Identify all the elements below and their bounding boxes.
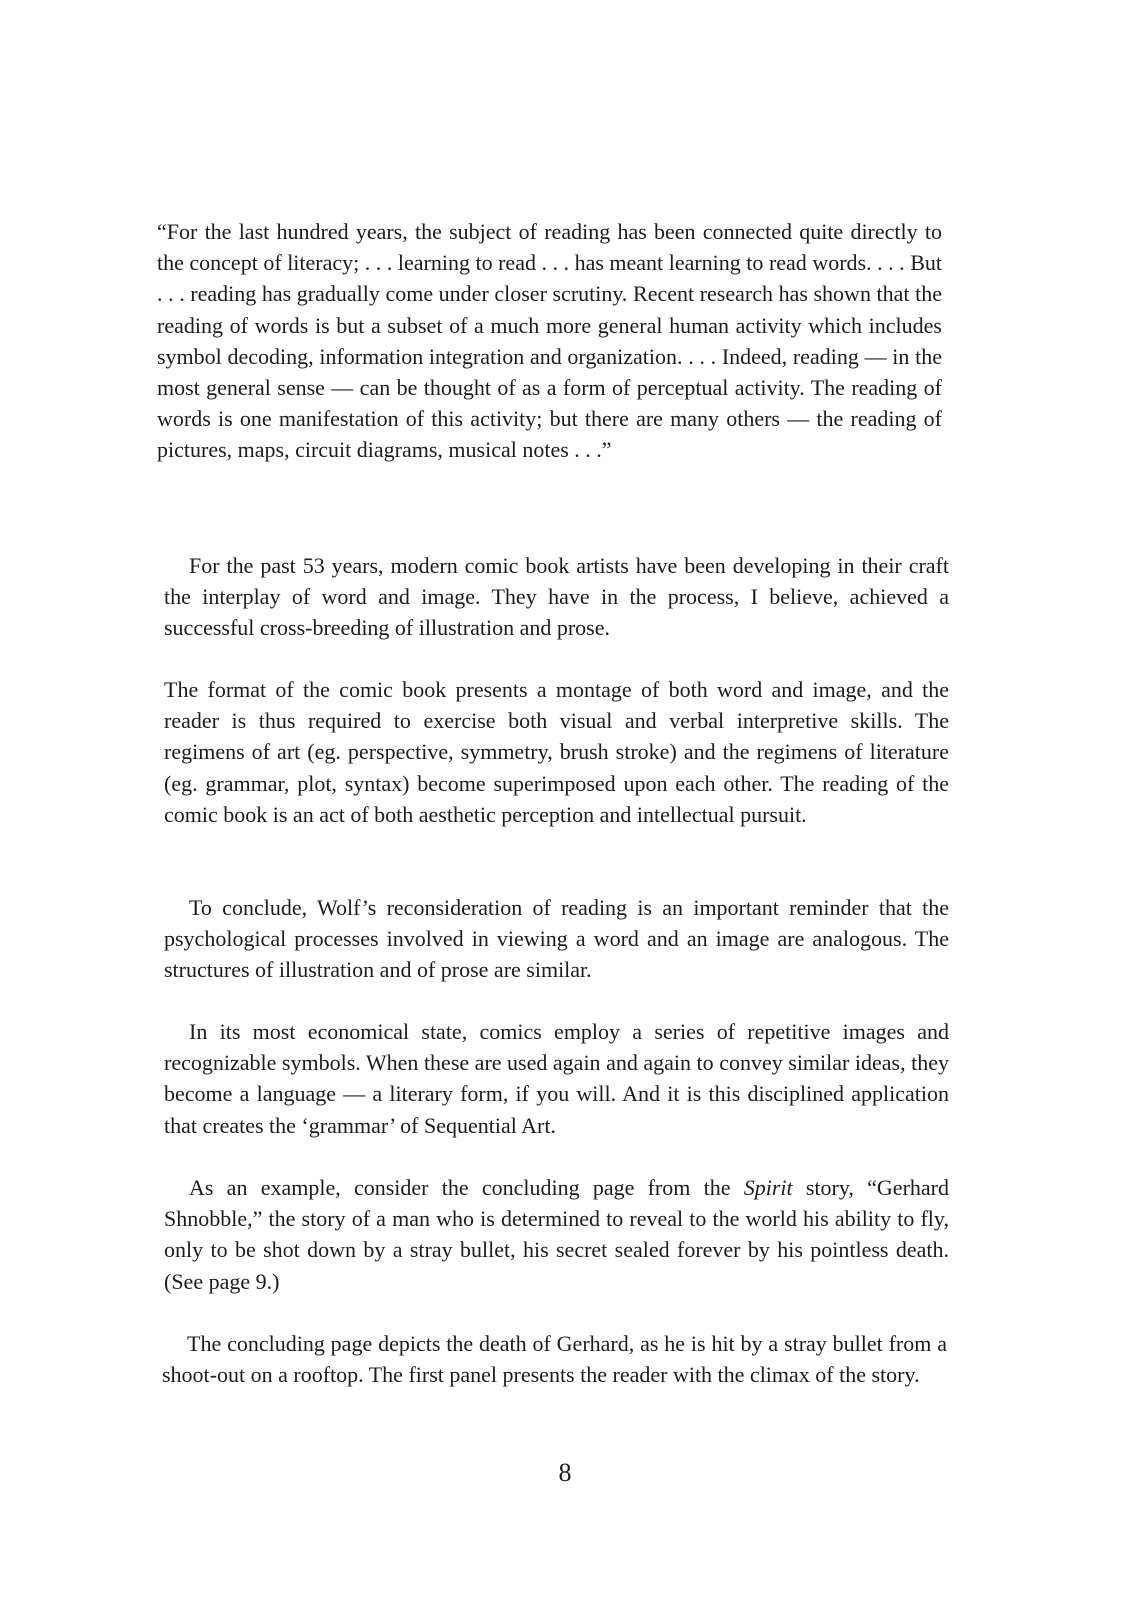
paragraph-spirit-example [164, 1172, 949, 1297]
paragraph-comic-artists: For the past 53 years, modern comic book artists have been developing in their craft the interplay of word and image. They have in the process, I believe, achieved a successful cross-breeding of illustration and prose. [164, 553, 949, 641]
paragraph-comic-format: The format of the comic book presents a montage of both word and image, and the reader is thus required to exercise both visual and verbal interpretive skills. The regimens of art (eg. perspective, symmetry, brush stroke) and the regimens of literature (eg. grammar, plot, syntax) become superimposed upon each other. The reading of the comic book is an act of both aesthetic perception and intellectual pursuit. [164, 677, 949, 827]
paragraph-spirit-example-before: As an example, consider the concluding page from the [189, 1175, 744, 1200]
paragraph-concluding-page: The concluding page depicts the death of Gerhard, as he is hit by a stray bullet from a shoot-out on a rooftop. The first panel presents the reader with the climax of the story. [162, 1331, 947, 1388]
paragraph-conclusion: To conclude, Wolf’s reconsideration of reading is an important reminder that the psychological processes involved in viewing a word and an image are analogous. The structures of illustration and of prose are similar. [164, 895, 949, 983]
paragraph-spirit-example-after: story, “Gerhard Shnobble,” the story of a man who is determined to reveal to the world his ability to fly, only to be shot down by a stray bullet, his secret sealed forever by his pointless death. (See page 9.) [164, 1175, 949, 1294]
quoted-passage: “For the last hundred years, the subject of reading has been connected quite directly to the concept of literacy; . . . learning to read . . . has meant learning to read words. . . . But . . . reading has gradually come under closer scrutiny. Recent research has shown that the reading of words is but a subset of a much more general human activity which includes symbol decoding, information integration and organization. . . . Indeed, reading — in the most general sense — can be thought of as a form of perceptual activity. The reading of words is one manifestation of this activity; but there are many others — the reading of pictures, maps, circuit diagrams, musical notes . . .” [157, 219, 942, 463]
paragraph-economical-state: In its most economical state, comics employ a series of repetitive images and recognizable symbols. When these are used again and again to convey similar ideas, they become a language — a literary form, if you will. And it is this disciplined application that creates the ‘grammar’ of Sequential Art. [164, 1019, 949, 1138]
spirit-title: Spirit [743, 1175, 793, 1200]
page-number: 8 [558, 1458, 572, 1487]
